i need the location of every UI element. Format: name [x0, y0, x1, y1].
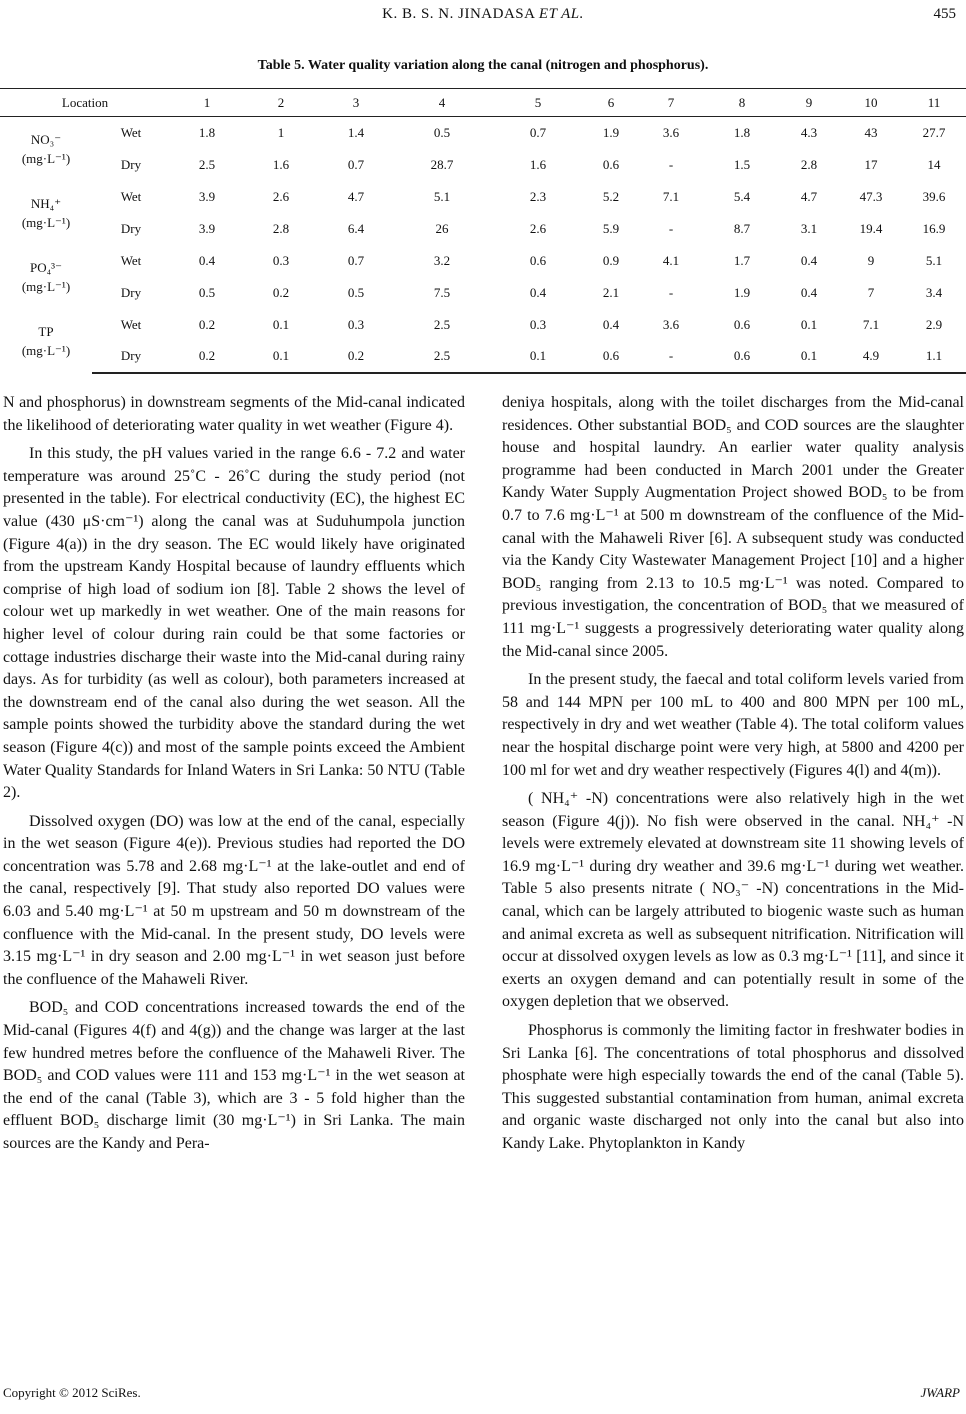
page-footer [0, 1385, 966, 1405]
location-col-11: 11 [902, 89, 966, 117]
value-cell: 0.7 [529, 124, 547, 140]
table-row [0, 117, 966, 149]
page-number: 455 [933, 6, 956, 22]
value-cell: 2.6 [272, 188, 290, 204]
value-cell: 0.6 [706, 341, 778, 373]
value-cell: 0.3 [529, 316, 547, 332]
value-cell: 0.2 [318, 341, 394, 373]
location-col-2: 2 [244, 89, 318, 117]
value-cell: 3.6 [662, 316, 680, 332]
value-cell: 4.3 [800, 124, 818, 140]
location-header: Location [0, 89, 170, 117]
value-cell: - [636, 341, 706, 373]
value-cell: 5.1 [433, 188, 451, 204]
value-cell: 0.4 [800, 252, 818, 268]
value-cell: 1.5 [733, 156, 751, 172]
value-cell: 0.9 [602, 252, 620, 268]
value-cell: 0.5 [198, 284, 216, 300]
table-row [0, 181, 966, 213]
value-cell: 1.8 [198, 124, 216, 140]
left-paragraph: In this study, the pH values varied in the range 6.6 - 7.2 and water temperature was around 25˚C - 26˚C during the study period (not presented in the table). For electrical conductivity (EC), the highest EC value (430 μS·cm⁻¹) along the canal was at Suduhumpola junction (Figure 4(a)) in the dry season. The EC would likely have originated from the upstream Kandy Hospital because of laundry effluents which comprise of high load of sodium ion [8]. Table 2 shows the level of colour wet up markedly in wet weather. One of the main reasons for higher level of colour during rain could be that some factories or cottage industries discharge their waste into the Mid-canal during rainy days. As for turbidity (as well as colour), both parameters increased at the downstream end of the canal also during the wet season. All the sample points showed the turbidity above the standard during the wet season (Figure 4(c)) and most of the sample points exceed the Ambient Water Quality Standards for Inland Waters in Sri Lanka: 50 NTU (Table 2). [3, 445, 465, 802]
parameter-cell [0, 309, 92, 373]
right-paragraph: deniya hospitals, along with the toilet discharges from the Mid-canal residences. Other substantial BOD₅ and COD sources are the slaughter house and hospital laundry. An earlier water quality analysis programme had been conducted in March 2001 under the Greater Kandy Water Supply Augmentation Project showed BOD₅ to be from 0.7 to 7.6 mg·L⁻¹ at 500 m downstream of the confluence of the Mid-canal with the Mahaweli River [6]. A subsequent study was conducted via the Kandy City Wastewater Management Project [10] and a higher BOD₅ ranging from 2.13 to 10.5 mg·L⁻¹ was noted. Compared to previous investigation, the concentration of BOD₅ that we measured of 111 mg·L⁻¹ suggests a progressively deteriorating water quality along the Mid-canal since 2005. [502, 394, 964, 660]
value-cell: 7 [867, 284, 875, 300]
value-cell: - [668, 220, 674, 236]
table-row [0, 277, 966, 309]
right-paragraph: Phosphorus is commonly the limiting factor in freshwater bodies in Sri Lanka [6]. The concentrations of total phosphorus and dissolved phosphate were high especially towards the end of the canal (Table 5). This suggested substantial contamination from human, animal excreta and organic waste discharged not only into the canal but also into Kandy Lake. Phytoplankton in Kandy [502, 1022, 964, 1152]
value-cell: 0.7 [347, 252, 365, 268]
value-cell: 2.6 [529, 220, 547, 236]
season-cell: Dry [120, 284, 142, 300]
value-cell: 6.4 [347, 220, 365, 236]
value-cell: 1.1 [902, 341, 966, 373]
journal-abbrev: JWARP [920, 1385, 960, 1400]
value-cell: 1.9 [602, 124, 620, 140]
value-cell: 1.6 [529, 156, 547, 172]
location-col-4: 4 [394, 89, 490, 117]
value-cell: 0.4 [529, 284, 547, 300]
parameter-cell [0, 117, 92, 181]
value-cell: 0.2 [198, 316, 216, 332]
location-col-1: 1 [170, 89, 244, 117]
season-cell: Dry [92, 341, 170, 373]
value-cell: 5.9 [602, 220, 620, 236]
value-cell: 5.2 [602, 188, 620, 204]
right-column [502, 392, 964, 1156]
running-header [0, 6, 966, 28]
value-cell: 0.7 [347, 156, 365, 172]
value-cell: 2.5 [198, 156, 216, 172]
value-cell: 16.9 [922, 220, 946, 236]
value-cell: 47.3 [859, 188, 883, 204]
parameter-unit: (mg·L⁻¹) [21, 278, 71, 294]
value-cell: 4.7 [347, 188, 365, 204]
value-cell: 2.5 [394, 341, 490, 373]
header-etal: ET AL. [538, 6, 584, 22]
value-cell: 3.1 [800, 220, 818, 236]
value-cell: 0.6 [529, 252, 547, 268]
value-cell: 19.4 [859, 220, 883, 236]
value-cell: 1.9 [733, 284, 751, 300]
value-cell: 2.8 [272, 220, 290, 236]
value-cell: 3.4 [925, 284, 943, 300]
value-cell: - [668, 284, 674, 300]
value-cell: 0.5 [347, 284, 365, 300]
table-caption: Table 5. Water quality variation along the canal (nitrogen and phosphorus). [257, 58, 709, 73]
value-cell: 14 [927, 156, 941, 172]
season-cell: Wet [120, 252, 142, 268]
season-cell: Dry [120, 156, 142, 172]
value-cell: 0.2 [272, 284, 290, 300]
table-body [0, 117, 966, 373]
value-cell: 4.9 [840, 341, 902, 373]
left-column [3, 392, 465, 1156]
copyright-text: Copyright © 2012 SciRes. [3, 1385, 141, 1400]
table-row [0, 309, 966, 341]
parameter-cell [0, 181, 92, 245]
value-cell: 28.7 [430, 156, 454, 172]
value-cell: 1 [277, 124, 285, 140]
value-cell: 1.8 [733, 124, 751, 140]
value-cell: 0.1 [800, 316, 818, 332]
parameter-name: NH₄⁺ [30, 195, 62, 211]
value-cell: 0.4 [602, 316, 620, 332]
left-paragraph: Dissolved oxygen (DO) was low at the end of the canal, especially in the wet season (Figure 4(e)). Previous studies had reported the DO concentration was 5.78 and 2.68 mg·L⁻¹ at the lake-outlet and end of the canal, respectively [9]. That study also reported DO values were 6.03 and 5.40 mg·L⁻¹ at 50 m upstream and 50 m downstream of the confluence with the Mid-canal. In the present study, DO levels were 3.15 mg·L⁻¹ in dry season and 2.00 mg·L⁻¹ in wet season just before the confluence of the Mahaweli River. [3, 812, 465, 988]
value-cell: 0.3 [347, 316, 365, 332]
location-col-7: 7 [636, 89, 706, 117]
value-cell: 2.9 [925, 316, 943, 332]
value-cell: 3.6 [662, 124, 680, 140]
location-col-10: 10 [840, 89, 902, 117]
value-cell: 8.7 [733, 220, 751, 236]
right-paragraph: In the present study, the faecal and total coliform levels varied from 58 and 144 MPN per 100 mL to 400 and 800 MPN per 100 mL, respectively in dry and wet weather (Table 4). The total coliform values near the hospital discharge point were very high, at 5800 and 4200 per 100 ml for wet and dry weather respectively (Figures 4(l) and 4(m)). [502, 671, 964, 779]
value-cell: 1.4 [347, 124, 365, 140]
location-col-3: 3 [318, 89, 394, 117]
value-cell: 1.6 [272, 156, 290, 172]
parameter-name: NO₃⁻ [30, 131, 62, 147]
value-cell: 0.1 [778, 341, 840, 373]
parameter-name: TP [38, 323, 54, 339]
parameter-unit: (mg·L⁻¹) [21, 150, 71, 166]
parameter-unit: (mg·L⁻¹) [21, 342, 71, 358]
location-col-6: 6 [586, 89, 636, 117]
value-cell: 7.5 [433, 284, 451, 300]
value-cell: 2.5 [433, 316, 451, 332]
value-cell: 0.4 [800, 284, 818, 300]
table-row [0, 245, 966, 277]
value-cell: 5.4 [733, 188, 751, 204]
value-cell: 7.1 [662, 188, 680, 204]
value-cell: 3.2 [433, 252, 451, 268]
value-cell: 5.1 [925, 252, 943, 268]
header-authors: K. B. S. N. JINADASA [382, 6, 535, 22]
location-col-9: 9 [778, 89, 840, 117]
location-col-8: 8 [706, 89, 778, 117]
season-cell: Wet [120, 124, 142, 140]
value-cell: 26 [435, 220, 449, 236]
value-cell: 43 [864, 124, 878, 140]
season-cell: Dry [120, 220, 142, 236]
left-paragraph: BOD₅ and COD concentrations increased towards the end of the Mid-canal (Figures 4(f) and 4(g)) and the change was larger at the last few hundred metres before the confluence of the Mahaweli River. The BOD₅ and COD values were 111 and 153 mg·L⁻¹ in the wet season at the end of the canal (Table 3), which are 3 - 5 fold higher than the effluent BOD₅ discharge limit (30 mg·L⁻¹) in Sri Lanka. The main sources are the Kandy and Pera- [3, 999, 465, 1152]
season-cell: Wet [120, 188, 142, 204]
value-cell: 4.7 [800, 188, 818, 204]
value-cell: 0.5 [433, 124, 451, 140]
value-cell: 0.6 [586, 341, 636, 373]
value-cell: 1.7 [733, 252, 751, 268]
parameter-name: PO₄³⁻ [30, 259, 62, 275]
parameter-unit: (mg·L⁻¹) [21, 214, 71, 230]
value-cell: 0.1 [490, 341, 586, 373]
value-cell: - [668, 156, 674, 172]
value-cell: 4.1 [662, 252, 680, 268]
value-cell: 17 [864, 156, 878, 172]
value-cell: 2.8 [800, 156, 818, 172]
location-col-5: 5 [490, 89, 586, 117]
table-header-row [0, 89, 966, 117]
value-cell: 0.6 [733, 316, 751, 332]
value-cell: 7.1 [862, 316, 880, 332]
value-cell: 3.9 [198, 188, 216, 204]
left-paragraph: N and phosphorus) in downstream segments of the Mid-canal indicated the likelihood of deteriorating water quality in wet weather (Figure 4). [3, 394, 465, 434]
value-cell: 0.6 [602, 156, 620, 172]
value-cell: 0.1 [244, 341, 318, 373]
water-quality-table [0, 88, 966, 374]
value-cell: 3.9 [198, 220, 216, 236]
value-cell: 39.6 [922, 188, 946, 204]
value-cell: 0.4 [198, 252, 216, 268]
value-cell: 0.3 [272, 252, 290, 268]
right-paragraph: ( NH₄⁺ -N) concentrations were also relatively high in the wet season (Figure 4(j)). No fish were observed in the canal. NH₄⁺ -N levels were extremely elevated at downstream site 11 showing levels of 16.9 mg·L⁻¹ during dry weather and 39.6 mg·L⁻¹ during wet weather. Table 5 also presents nitrate ( NO₃⁻ -N) concentrations in the Mid-canal, which can be largely attributed to biogenic waste such as human and animal excreta as well as subsequent nitrification. Nitrification will occur at dissolved oxygen levels as low as 0.3 mg·L⁻¹ [11], and since it exerts an oxygen demand and can potentially result in some of the oxygen depletion that we observed. [502, 790, 964, 1011]
season-cell: Wet [120, 316, 142, 332]
parameter-cell [0, 245, 92, 309]
table-row [0, 149, 966, 181]
table-row [0, 341, 966, 373]
value-cell: 0.1 [272, 316, 290, 332]
value-cell: 0.2 [170, 341, 244, 373]
value-cell: 27.7 [922, 124, 946, 140]
value-cell: 9 [867, 252, 875, 268]
table-row [0, 213, 966, 245]
value-cell: 2.3 [529, 188, 547, 204]
value-cell: 2.1 [602, 284, 620, 300]
